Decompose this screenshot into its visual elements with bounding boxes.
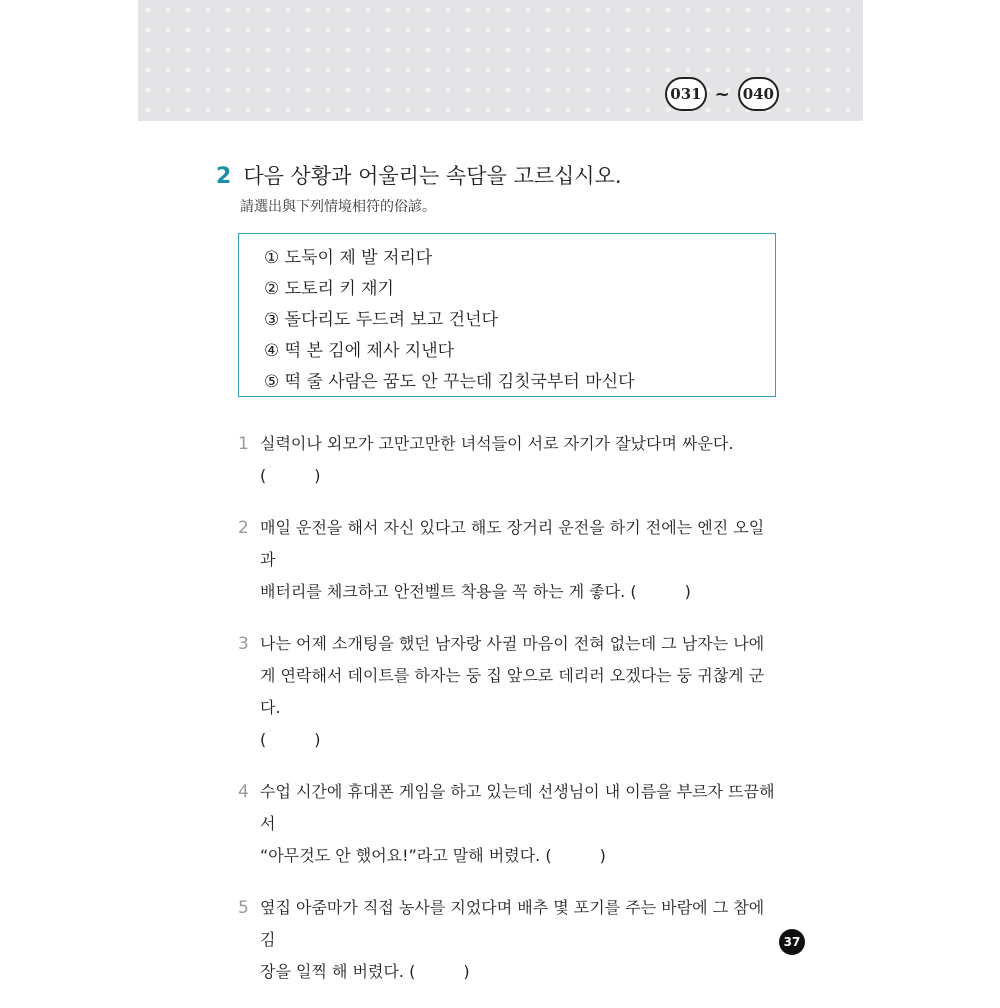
- option-1: ① 도둑이 제 발 저리다: [264, 248, 433, 268]
- item-line: 배터리를 체크하고 안전벨트 착용을 꼭 하는 게 좋다. ( ): [260, 582, 691, 601]
- item-text: [260, 628, 778, 756]
- range-separator: ~: [714, 83, 730, 105]
- item-line: 나는 어제 소개팅을 했던 남자랑 사귈 마음이 전혀 없는데 그 남자는 나에: [260, 634, 765, 653]
- item-line: ( ): [260, 730, 321, 749]
- item-text: [260, 428, 778, 492]
- item-number: 3: [238, 634, 249, 654]
- item-number: 1: [238, 434, 249, 454]
- item-line: 수업 시간에 휴대폰 게임을 하고 있는데 선생님이 내 이름을 부르자 뜨끔해서: [260, 782, 775, 833]
- item-line: 옆집 아줌마가 직접 농사를 지었다며 배추 몇 포기를 주는 바람에 그 참에 김: [260, 898, 765, 949]
- item-text: [260, 776, 778, 872]
- item-text: [260, 892, 778, 988]
- range-end-badge: 040: [738, 77, 779, 111]
- page-number-badge: 37: [779, 929, 805, 955]
- exercise-item-3: [238, 628, 778, 756]
- question-range: [665, 77, 779, 111]
- book-page: [138, 0, 863, 1000]
- item-line: 실력이나 외모가 고만고만한 녀석들이 서로 자기가 잘났다며 싸운다. ( ): [260, 434, 734, 485]
- question-heading: [216, 160, 622, 190]
- exercise-items: [238, 428, 778, 1008]
- item-number: 2: [238, 518, 249, 538]
- option-3: ③ 돌다리도 두드려 보고 건넌다: [264, 310, 498, 330]
- header-band: [138, 0, 863, 121]
- option-5: ⑤ 떡 줄 사람은 꿈도 안 꾸는데 김칫국부터 마신다: [264, 372, 635, 392]
- item-line: 매일 운전을 해서 자신 있다고 해도 장거리 운전을 하기 전에는 엔진 오일과: [260, 518, 765, 569]
- item-line: 게 연락해서 데이트를 하자는 둥 집 앞으로 데리러 오겠다는 둥 귀찮게 군다.: [260, 666, 765, 717]
- question-title: 다음 상황과 어울리는 속담을 고르십시오.: [243, 164, 622, 188]
- exercise-item-5: [238, 892, 778, 988]
- option-2: ② 도토리 키 재기: [264, 279, 394, 299]
- question-number: 2: [216, 164, 232, 189]
- option-4: ④ 떡 본 김에 제사 지낸다: [264, 341, 455, 361]
- item-text: [260, 512, 778, 608]
- exercise-item-4: [238, 776, 778, 872]
- exercise-item-1: [238, 428, 778, 492]
- question-subtitle: 請選出與下列情境相符的俗諺。: [240, 199, 436, 215]
- options-box: [238, 233, 776, 397]
- exercise-item-2: [238, 512, 778, 608]
- item-line: 장을 일찍 해 버렸다. ( ): [260, 962, 470, 981]
- item-number: 5: [238, 898, 249, 918]
- item-number: 4: [238, 782, 249, 802]
- item-line: “아무것도 안 했어요!”라고 말해 버렸다. ( ): [260, 846, 606, 865]
- range-start-badge: 031: [665, 77, 706, 111]
